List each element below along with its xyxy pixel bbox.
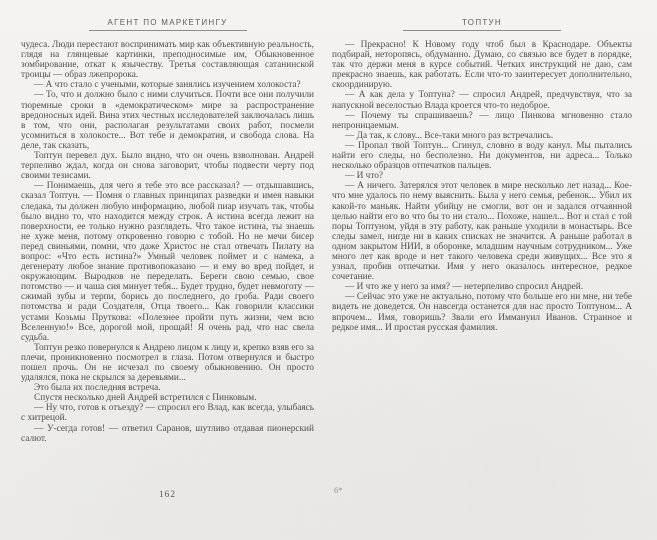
left-page-body bbox=[21, 40, 314, 444]
paragraph: — Прекрасно! К Новому году чтоб был в Краснодаре. Объекты подбирай, неторопясь, обдуманно. Думаю, со связью все будет в порядке, так что держи меня в курсе событий. Четких инструкций не даю, сам прекрасно знаешь, как работать. Если что-то заинтересует дополнительно, скоординирую. bbox=[332, 40, 632, 91]
paragraph: — А как дела у Топтуна? — спросил Андрей, предчувствуя, что за напускной веселостью Влада кроется что-то недоброе. bbox=[332, 90, 632, 111]
paragraph: — У-сегда готов! — ответил Саранов, шутливо отдавая пионерский салют. bbox=[21, 423, 314, 444]
left-running-head bbox=[21, 12, 314, 31]
paragraph: — И что же у него за имя? — нетерпеливо спросил Андрей. bbox=[345, 282, 584, 293]
paragraph: чудеса. Люди перестают воспринимать мир как объективную реальность, глядя на глянцевые картинки, преподносимые им, Обыкновенное зомбирование, откат к язычеству. Третья составляющая сатанинской троицы — образ лжепророка. bbox=[21, 40, 314, 81]
paragraph: Топтун резко повернулся к Андрею лицом к лицу и, крепко взяв его за плечи, проникновенно посмотрел в глаза. Потом отвернулся и быстро пошел прочь. Он не исчезал по своему обыкновению. Он просто удалялся, пока не скрылся за деревьями... bbox=[21, 342, 314, 384]
right-running-head bbox=[332, 12, 632, 31]
paragraph: — А ничего. Затерялся этот человек в мире несколько лет назад... Кое-что мне удалось по нему выяснить. Была у него семья, ребенок... Убил их какой-то маньяк. Найти убийцу не смогли, вот он и задался отчаянной целью найти его во что бы то ни стало... Похоже, нашел... Вот и стал с той поры Топтуном, уйдя в эту работу, как раньше уходили в монастырь. Все следы замел, нигде ни в каких списках не значится. А раньше работал в одном закрытом НИИ, в оборонке, младшим научным сотрудником... Уже много лет как вроде и нет такого человека среди живущих... Все это я узнал, пробив отпечатки. Имя у него оказалось интересное, редкое сочетание. bbox=[332, 181, 632, 283]
paragraph: — Ну что, готов к отъезду? — спросил его Влад, как всегда, улыбаясь с хитрецой. bbox=[21, 403, 314, 424]
paragraph: — Понимаешь, для чего я тебе это все рассказал? — отдышавшись, сказал Топтун. — Помня о главных принципах разведки и имея навыки следака, ты должен любую информацию, любой пиар изучать так, чтобы было видно то, что находится между строк. А истина всегда лежит на поверхности, ее только нужно разглядеть. Что такое истина, ты знаешь не хуже меня, потому откровенно говорю с тобой. Но не мечи бисер перед свиньями, помни, что даже Христос не стал отвечать Пилату на вопрос: «Что есть истина?» Умный человек поймет и с намека, а дегенерату любое знание противопоказано — и ему во вред пойдет, и окружающим. Выродков не переделать. Береги свою семью, свое потомство — и чаша сия минует тебя... Будет трудно, будет невмоготу — сжимай зубы и терпи, борись до последнего, до гроба. Ради своего потомства и ради Создателя, Отца твоего... Как говорили классики устами Козьмы Пруткова: «Полезнее пройти путь жизни, чем всю Вселенную!» Все, дорогой мой, прощай! Я очень рад, что нас свела судьба. bbox=[21, 181, 314, 343]
paragraph: Это была их последняя встреча. bbox=[34, 383, 161, 394]
page-number: 162 bbox=[159, 490, 176, 500]
paragraph: — То, что и должно было с ними случиться. Почти все они получили тюремные сроки в «демократическом» мире за распространение вредоносных идей. Вина этих честных исследователей заключалась лишь в том, что они, располагая результатами своих работ, посмели усомниться в холокосте... Вот тебе и демократия, и свобода слова. На деле, так сказать, bbox=[21, 90, 314, 151]
right-page-body bbox=[332, 40, 632, 333]
right-running-head-title: ТОПТУН bbox=[403, 18, 561, 31]
paragraph: — Почему ты спрашиваешь? — лицо Пинкова мгновенно стало непроницаемым. bbox=[332, 110, 632, 131]
paragraph: — И что? bbox=[345, 171, 384, 182]
printer-signature-mark: 6* bbox=[334, 485, 343, 495]
left-running-head-title: АГЕНТ ПО МАРКЕТИНГУ bbox=[89, 18, 247, 31]
paragraph: — Да так, к слову... Все-таки много раз встречались. bbox=[345, 130, 554, 141]
left-page bbox=[21, 12, 314, 444]
paragraph: — А что стало с учеными, которые занялись изучением холокоста? bbox=[34, 80, 301, 91]
paragraph: — Пропал твой Топтун... Сгинул, словно в воду канул. Мы пытались найти его следы, но бесполезно. Ни документов, ни адреса... Только несколько образцов отпечатков пальцев. bbox=[332, 140, 632, 172]
paragraph: Топтун перевел дух. Было видно, что он очень взволнован. Андрей терпеливо ждал, когда он снова заговорит, чтобы подвести черту под своими тезисами. bbox=[21, 151, 314, 182]
right-page bbox=[332, 12, 632, 333]
paragraph: — Сейчас это уже не актуально, потому что больше его ни мне, ни тебе видеть не доведется. Он навсегда останется для нас просто Топтуном... А впрочем... Имя, говоришь? Звали его Иммануил Иванов. Странное и редкое имя... И простая русская фамилия. bbox=[332, 292, 632, 333]
paragraph: Спустя несколько дней Андрей встретился с Пинковым. bbox=[34, 393, 257, 404]
